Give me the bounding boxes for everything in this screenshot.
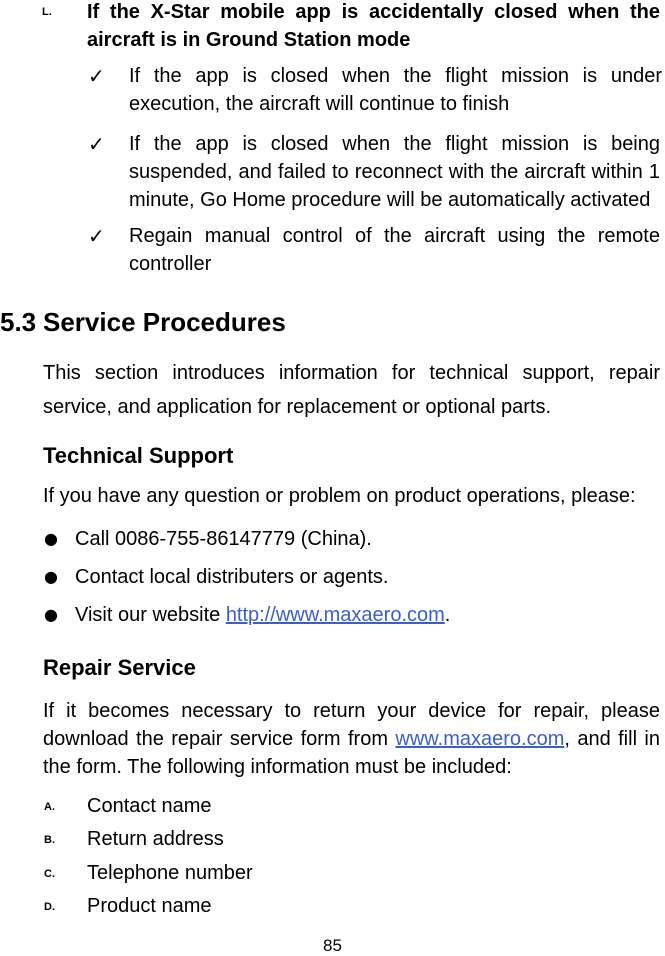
check-icon: ✓ — [88, 64, 105, 88]
check-item-2: If the app is closed when the flight mission is being suspended, and failed to reconnect with the aircraft within 1 minute, Go Home procedure will be automatically activated — [129, 133, 660, 211]
check-icon: ✓ — [88, 224, 105, 248]
bullet-icon: ● — [44, 529, 58, 548]
section-title: Service Procedures — [43, 307, 286, 337]
bullet-icon: ● — [44, 605, 58, 624]
item-letter-l: L. — [42, 6, 52, 18]
bullet-contact: Contact local distributers or agents. — [75, 566, 389, 588]
bullet-icon: ● — [44, 567, 58, 586]
list-letter: C. — [44, 868, 55, 880]
repair-para-suffix: , and fill in the form. The following information must be included: — [43, 728, 660, 778]
list-letter: A. — [44, 801, 55, 813]
repair-service-heading: Repair Service — [43, 655, 196, 680]
bullet-call: Call 0086-755-86147779 (China). — [75, 528, 372, 550]
repair-para-prefix: If it becomes necessary to return your device for repair, please download the repair service form from — [43, 700, 660, 750]
item-l-title: If the X-Star mobile app is accidentally closed when the aircraft is in Ground Station mode — [87, 1, 660, 51]
bullet-visit — [75, 601, 450, 629]
list-letter: D. — [44, 901, 55, 913]
page-number: 85 — [323, 936, 342, 955]
list-item-contact-name: Contact name — [87, 795, 212, 817]
check-item-3: Regain manual control of the aircraft using the remote controller — [129, 225, 660, 275]
technical-support-intro: If you have any question or problem on product operations, please: — [43, 485, 636, 507]
list-item-return-address: Return address — [87, 828, 224, 850]
website-link[interactable]: http://www.maxaero.com — [225, 604, 445, 626]
bullet-visit-prefix: Visit our website — [75, 604, 226, 626]
section-number: 5.3 — [0, 307, 37, 337]
list-item-product-name: Product name — [87, 895, 212, 917]
bullet-visit-suffix: . — [444, 604, 451, 626]
list-item-telephone: Telephone number — [87, 862, 253, 884]
technical-support-heading: Technical Support — [43, 443, 234, 468]
list-letter: B. — [44, 834, 55, 846]
repair-service-paragraph — [43, 697, 660, 781]
repair-form-link[interactable]: www.maxaero.com — [395, 728, 565, 750]
check-icon: ✓ — [88, 132, 105, 156]
section-intro: This section introduces information for technical support, repair service, and application for replacement or optional parts. — [43, 362, 660, 418]
check-item-1: If the app is closed when the flight mission is under execution, the aircraft will continue to finish — [129, 65, 662, 115]
